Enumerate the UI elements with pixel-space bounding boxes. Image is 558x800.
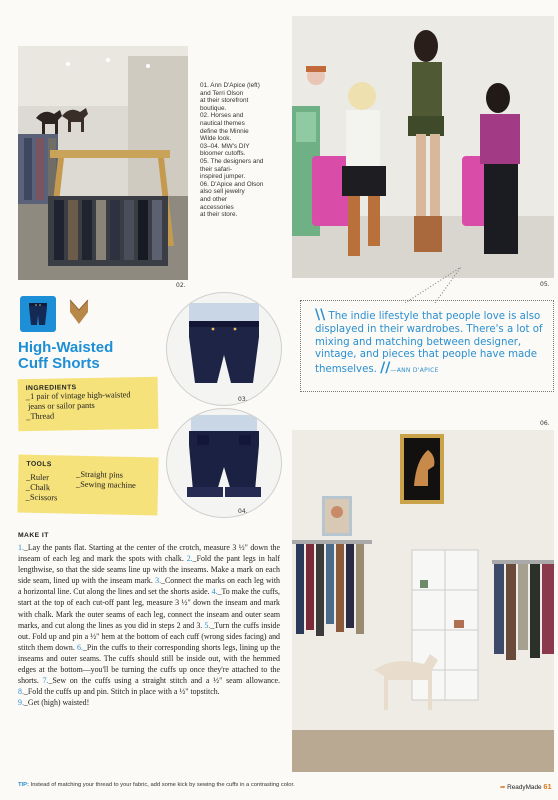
step-text: _To make the cuffs, start at the top of each cut-off pant leg, measure 3 ½" down the inseam and mark with chalk. Mark the outer seams of each leg, connect the inseam and outer seam marks, and cut along the lines as you did in steps 2 and 3. bbox=[18, 587, 280, 630]
page-number: 61 bbox=[543, 782, 552, 791]
tip-label: TIP: bbox=[18, 782, 29, 788]
step-number: 6. bbox=[77, 642, 83, 652]
tool-item: _Straight pins bbox=[76, 469, 124, 480]
photo-label-04: 04. bbox=[238, 508, 248, 515]
step-text: _Turn the cuffs inside out. Fold up and pin a ½" hem at the bottom of each cuff (wrong sides facing) and stitch them down. bbox=[18, 620, 280, 652]
make-it-heading: MAKE IT bbox=[18, 532, 49, 539]
tip-footer bbox=[18, 782, 295, 788]
page-folio bbox=[500, 782, 552, 791]
step-number: 7. bbox=[42, 676, 49, 686]
photo-label-05: 05. bbox=[540, 281, 550, 288]
folio-arrow-icon: ➦ bbox=[500, 784, 506, 791]
ingredient-item: jeans or sailor pants bbox=[27, 400, 95, 412]
down-arrow-icon bbox=[68, 298, 90, 328]
instructions bbox=[18, 542, 280, 708]
step-text: _Lay the pants flat. Starting at the center of the crotch, measure 3 ½" down the inseam of each leg and mark the spots with chalk. bbox=[18, 543, 280, 564]
photo-designers bbox=[292, 16, 554, 278]
step-number: 1. bbox=[18, 543, 24, 552]
ingredients-box: INGREDIENTS _1 pair of vintage high-waisted jeans or sailor pants _Thread bbox=[18, 377, 159, 431]
tool-item: _Sewing machine bbox=[75, 479, 136, 490]
ingredient-item: _Thread bbox=[26, 411, 55, 422]
tool-item: _Chalk bbox=[25, 482, 51, 493]
photo-label-06: 06. bbox=[540, 420, 550, 427]
step-text: _Pin the cuffs to their corresponding shorts legs, lining up the inseams and outer seams. The cuffs should still be inside out, with the hemmed edges at the bottom—you'll be turning the cuffs up once they're attached to the shorts. bbox=[18, 642, 281, 686]
tools-box: TOOLS _Ruler _Chalk _Scissors _Straight pins _Sewing machine bbox=[17, 455, 158, 516]
photo-shorts-back bbox=[166, 408, 282, 518]
project-title: High-Waisted Cuff Shorts bbox=[18, 339, 114, 372]
step-text: _Sew on the cuffs using a straight stitch and a ½" seam allowance. bbox=[48, 676, 280, 686]
step-number: 9. bbox=[18, 698, 24, 708]
step-number: 5. bbox=[204, 620, 211, 630]
pull-quote: \\ The indie lifestyle that people love is also displayed in their wardrobes. There's a lot of mixing and matching between designer, vintage, and pieces that people have made themselves. //—ANN D'APICE bbox=[300, 300, 554, 392]
tool-item: _Ruler bbox=[26, 472, 50, 483]
tool-item: _Scissors bbox=[25, 492, 58, 503]
photo-store-interior bbox=[292, 430, 554, 772]
step-number: 3. bbox=[155, 576, 162, 586]
step-number: 8. bbox=[18, 687, 24, 697]
photo-shorts-front bbox=[166, 292, 282, 406]
photo-label-02: 02. bbox=[176, 282, 186, 289]
ingredient-item: _1 pair of vintage high-waisted bbox=[25, 390, 131, 402]
photo-label-03: 03. bbox=[238, 396, 248, 403]
step-text: _Get (high) waisted! bbox=[23, 698, 90, 708]
shorts-icon bbox=[20, 296, 56, 332]
photo-studio bbox=[18, 46, 188, 280]
step-number: 2. bbox=[186, 554, 193, 564]
step-text: _Fold the pant legs in half lengthwise, so that the side seams line up with the inseams. Make a mark on each side seam, lined up with the inseam mark. bbox=[18, 554, 280, 586]
tip-text: Instead of matching your thread to your fabric, add some kick by sewing the cuffs in a contrasting color. bbox=[30, 782, 295, 788]
step-number: 4. bbox=[211, 587, 218, 597]
magazine-name: ReadyMade bbox=[507, 784, 542, 791]
close-quote-icon: // bbox=[380, 360, 391, 377]
step-text: _Fold the cuffs up and pin. Stitch in place with a ½" topstitch. bbox=[23, 687, 220, 697]
step-text: _Connect the marks on each leg with a horizontal line. Cut along the lines and set the shorts aside. bbox=[18, 576, 280, 597]
photo-captions: 01. Ann D'Apice (left) and Terri Olson at their storefront boutique. 02. Horses and nautical themes define the Minnie Wilde look. 03–04. MW's DIY bloomer cutoffs. 05. The designers and their safari- inspired jumper. 06. D'Apice and Olson also sell jewelry and other accessories at their store. bbox=[200, 82, 264, 219]
open-quote-icon: \\ bbox=[315, 307, 326, 323]
